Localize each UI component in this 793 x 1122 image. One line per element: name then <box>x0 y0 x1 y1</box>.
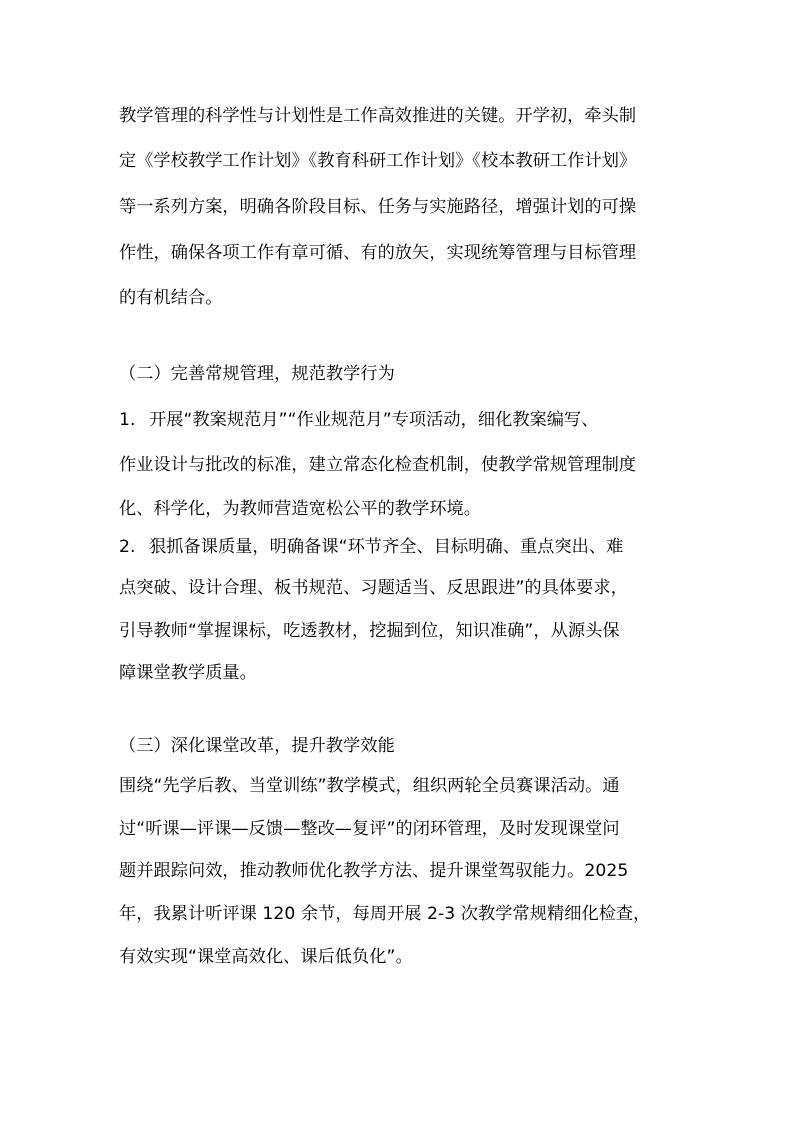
paragraph-line: 定《学校教学工作计划》《教育科研工作计划》《校本教研工作计划》 <box>119 151 637 171</box>
paragraph-line: 的有机结合。 <box>119 288 223 308</box>
list-item-2 <box>119 529 679 565</box>
paragraph-line: 引导教师“掌握课标，吃透教材，挖掘到位，知识准确”，从源头保 <box>119 621 620 641</box>
list-item-number: 2. <box>119 537 136 557</box>
paragraph-line: 化、科学化，为教师营造宽松公平的教学环境。 <box>119 499 481 519</box>
paragraph-line: 点突破、设计合理、板书规范、习题适当、反思跟进”的具体要求， <box>119 578 628 598</box>
list-item-1 <box>119 402 679 438</box>
list-item-text: 狠抓备课质量，明确备课“环节齐全、目标明确、重点突出、难 <box>149 537 624 557</box>
list-item-text: 开展“教案规范月”“作业规范月”专项活动，细化教案编写、 <box>149 410 599 430</box>
paragraph-line: 有效实现“课堂高效化、课后低负化”。 <box>119 947 413 967</box>
paragraph-line: 教学管理的科学性与计划性是工作高效推进的关键。开学初，牵头制 <box>119 106 637 126</box>
paragraph-line: 作性，确保各项工作有章可循、有的放矢，实现统筹管理与目标管理 <box>119 243 637 263</box>
paragraph-line: 障课堂教学质量。 <box>119 663 257 683</box>
paragraph-line: 年，我累计听评课 120 余节，每周开展 2-3 次教学常规精细化检查， <box>119 904 651 924</box>
section-heading: （二）完善常规管理，规范教学行为 <box>119 364 395 384</box>
section-heading: （三）深化课堂改革，提升教学效能 <box>119 736 395 756</box>
paragraph-line: 围绕“先学后教、当堂训练”教学模式，组织两轮全员赛课活动。通 <box>119 776 620 796</box>
paragraph-line: 等一系列方案，明确各阶段目标、任务与实施路径，增强计划的可操 <box>119 197 637 217</box>
list-item-number: 1. <box>119 410 136 430</box>
paragraph-line: 作业设计与批改的标准，建立常态化检查机制，使教学常规管理制度 <box>119 455 637 475</box>
paragraph-line: 题并跟踪问效，推动教师优化教学方法、提升课堂驾驭能力。2025 <box>119 861 629 881</box>
paragraph-line: 过“听课—评课—反馈—整改—复评”的闭环管理，及时发现课堂问 <box>119 819 620 839</box>
